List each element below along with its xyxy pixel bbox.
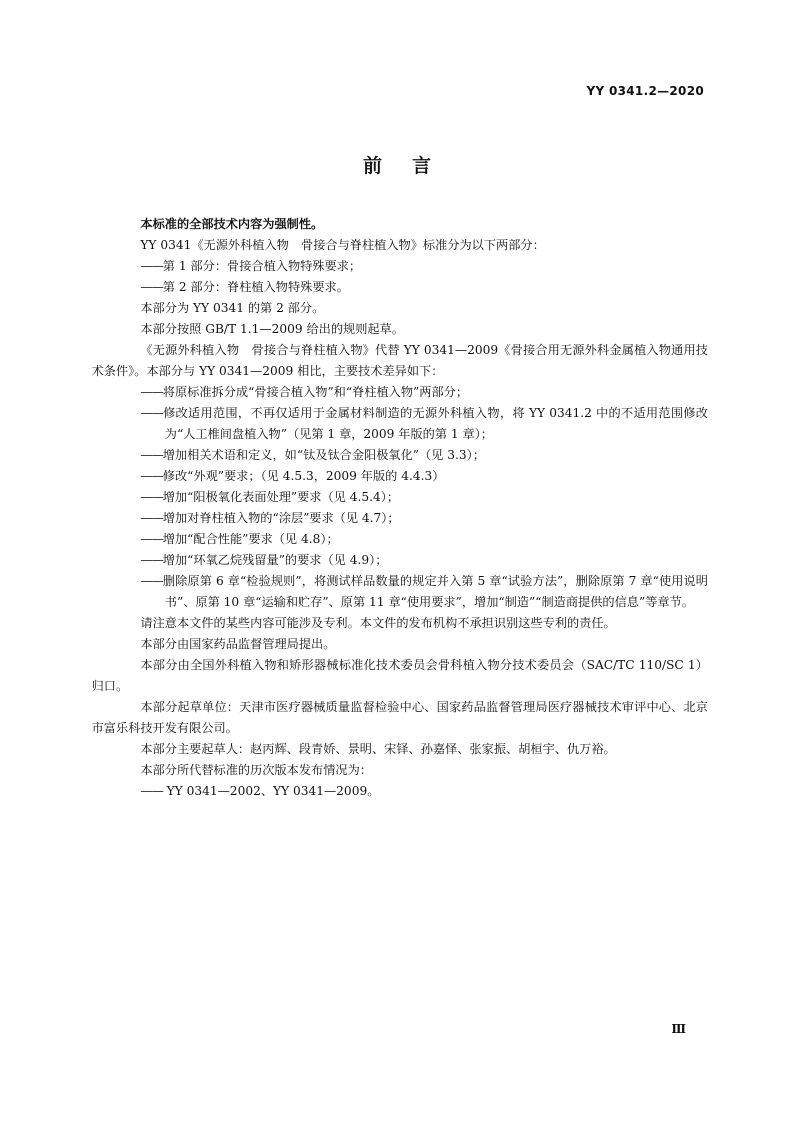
dash-marker: —— [140,553,163,567]
change-item [116,466,708,487]
change-item [116,550,708,571]
document-body [91,214,708,802]
paragraph-history: 本部分所代替标准的历次版本发布情况为： [140,763,372,777]
dash-marker: —— [140,259,163,273]
dash-marker: —— [140,532,163,546]
change-item-text: 将原标准拆分成“骨接合植入物”和“脊柱植入物”两部分； [162,385,469,399]
list-item-part-2 [116,277,708,298]
paragraph-patent-notice: 请注意本文件的某些内容可能涉及专利。本文件的发布机构不承担识别这些专利的责任。 [140,616,616,630]
change-item-text: 修改“外观”要求；（见 4.5.3，2009 年版的 4.4.3） [162,469,445,483]
list-item-history [116,781,708,802]
change-item [116,445,708,466]
change-item-text: 增加“阳极氧化表面处理”要求（见 4.5.4）； [162,490,400,504]
change-item-text: 删除原第 6 章“检验规则”，将测试样品数量的规定并入第 5 章“试验方法”，删除原第 7 章“使用说明书”、原第 10 章“运输和贮存”、原第 11 章“使用要求”，增加“制造”“制造商提供的信息”等章节。 [162,574,708,609]
page-title: 前言 [362,155,461,177]
dash-marker: —— [140,469,163,483]
change-item-text: 增加相关术语和定义，如“钛及钛合金阳极氧化”（见 3.3）； [162,448,485,462]
change-item-text: 增加“配合性能”要求（见 4.8）； [162,532,339,546]
paragraph-proposer: 本部分由国家药品监督管理局提出。 [140,637,336,651]
dash-marker: —— [140,448,163,462]
dash-marker: —— [140,385,163,399]
paragraph-drafters: 本部分主要起草人：赵丙辉、段青娇、景明、宋铎、孙嘉怿、张家振、胡桓宇、仇万裕。 [140,742,616,756]
change-item [116,508,708,529]
change-item [116,403,708,445]
list-item-text: 第 1 部分：骨接合植入物特殊要求； [162,259,362,273]
paragraph-part-statement: 本部分为 YY 0341 的第 2 部分。 [140,301,325,315]
list-item-text: 第 2 部分：脊柱植入物特殊要求。 [162,280,349,294]
dash-marker: —— [140,574,163,588]
changes-list [116,382,708,613]
list-item-text: YY 0341—2002、YY 0341—2009。 [162,784,380,798]
document-code: YY 0341.2—2020 [586,84,704,98]
change-item [116,571,708,613]
paragraph-drafting-rule: 本部分按照 GB/T 1.1—2009 给出的规则起草。 [140,322,404,336]
change-item-text: 修改适用范围，不再仅适用于金属材料制造的无源外科植入物，将 YY 0341.2 中的不适用范围修改为“人工椎间盘植入物”（见第 1 章，2009 年版的第 1 章）； [162,406,708,441]
change-item [116,382,708,403]
change-item-text: 增加对脊柱植入物的“涂层”要求（见 4.7）； [162,511,400,525]
list-item-part-1 [116,256,708,277]
paragraph-drafting-units: 本部分起草单位：天津市医疗器械质量监督检验中心、国家药品监督管理局医疗器械技术审评中心、北京市富乐科技开发有限公司。 [91,700,708,735]
change-item [116,487,708,508]
paragraph-committee: 本部分由全国外科植入物和矫形器械标准化技术委员会骨科植入物分技术委员会（SAC/TC 110/SC 1）归口。 [91,658,708,693]
dash-marker: —— [140,784,163,798]
paragraph-parts-intro: YY 0341《无源外科植入物 骨接合与脊柱植入物》标准分为以下两部分： [140,238,545,252]
dash-marker: —— [140,490,163,504]
dash-marker: —— [140,280,163,294]
paragraph-replacement: 《无源外科植入物 骨接合与脊柱植入物》代替 YY 0341—2009《骨接合用无源外科金属植入物通用技术条件》。本部分与 YY 0341—2009 相比，主要技术差异如下： [91,343,708,378]
change-item [116,529,708,550]
dash-marker: —— [140,511,163,525]
paragraph-mandatory: 本标准的全部技术内容为强制性。 [140,217,324,231]
page-number: Ⅲ [671,1022,686,1036]
dash-marker: —— [140,406,163,420]
change-item-text: 增加“环氧乙烷残留量”的要求（见 4.9）； [162,553,388,567]
